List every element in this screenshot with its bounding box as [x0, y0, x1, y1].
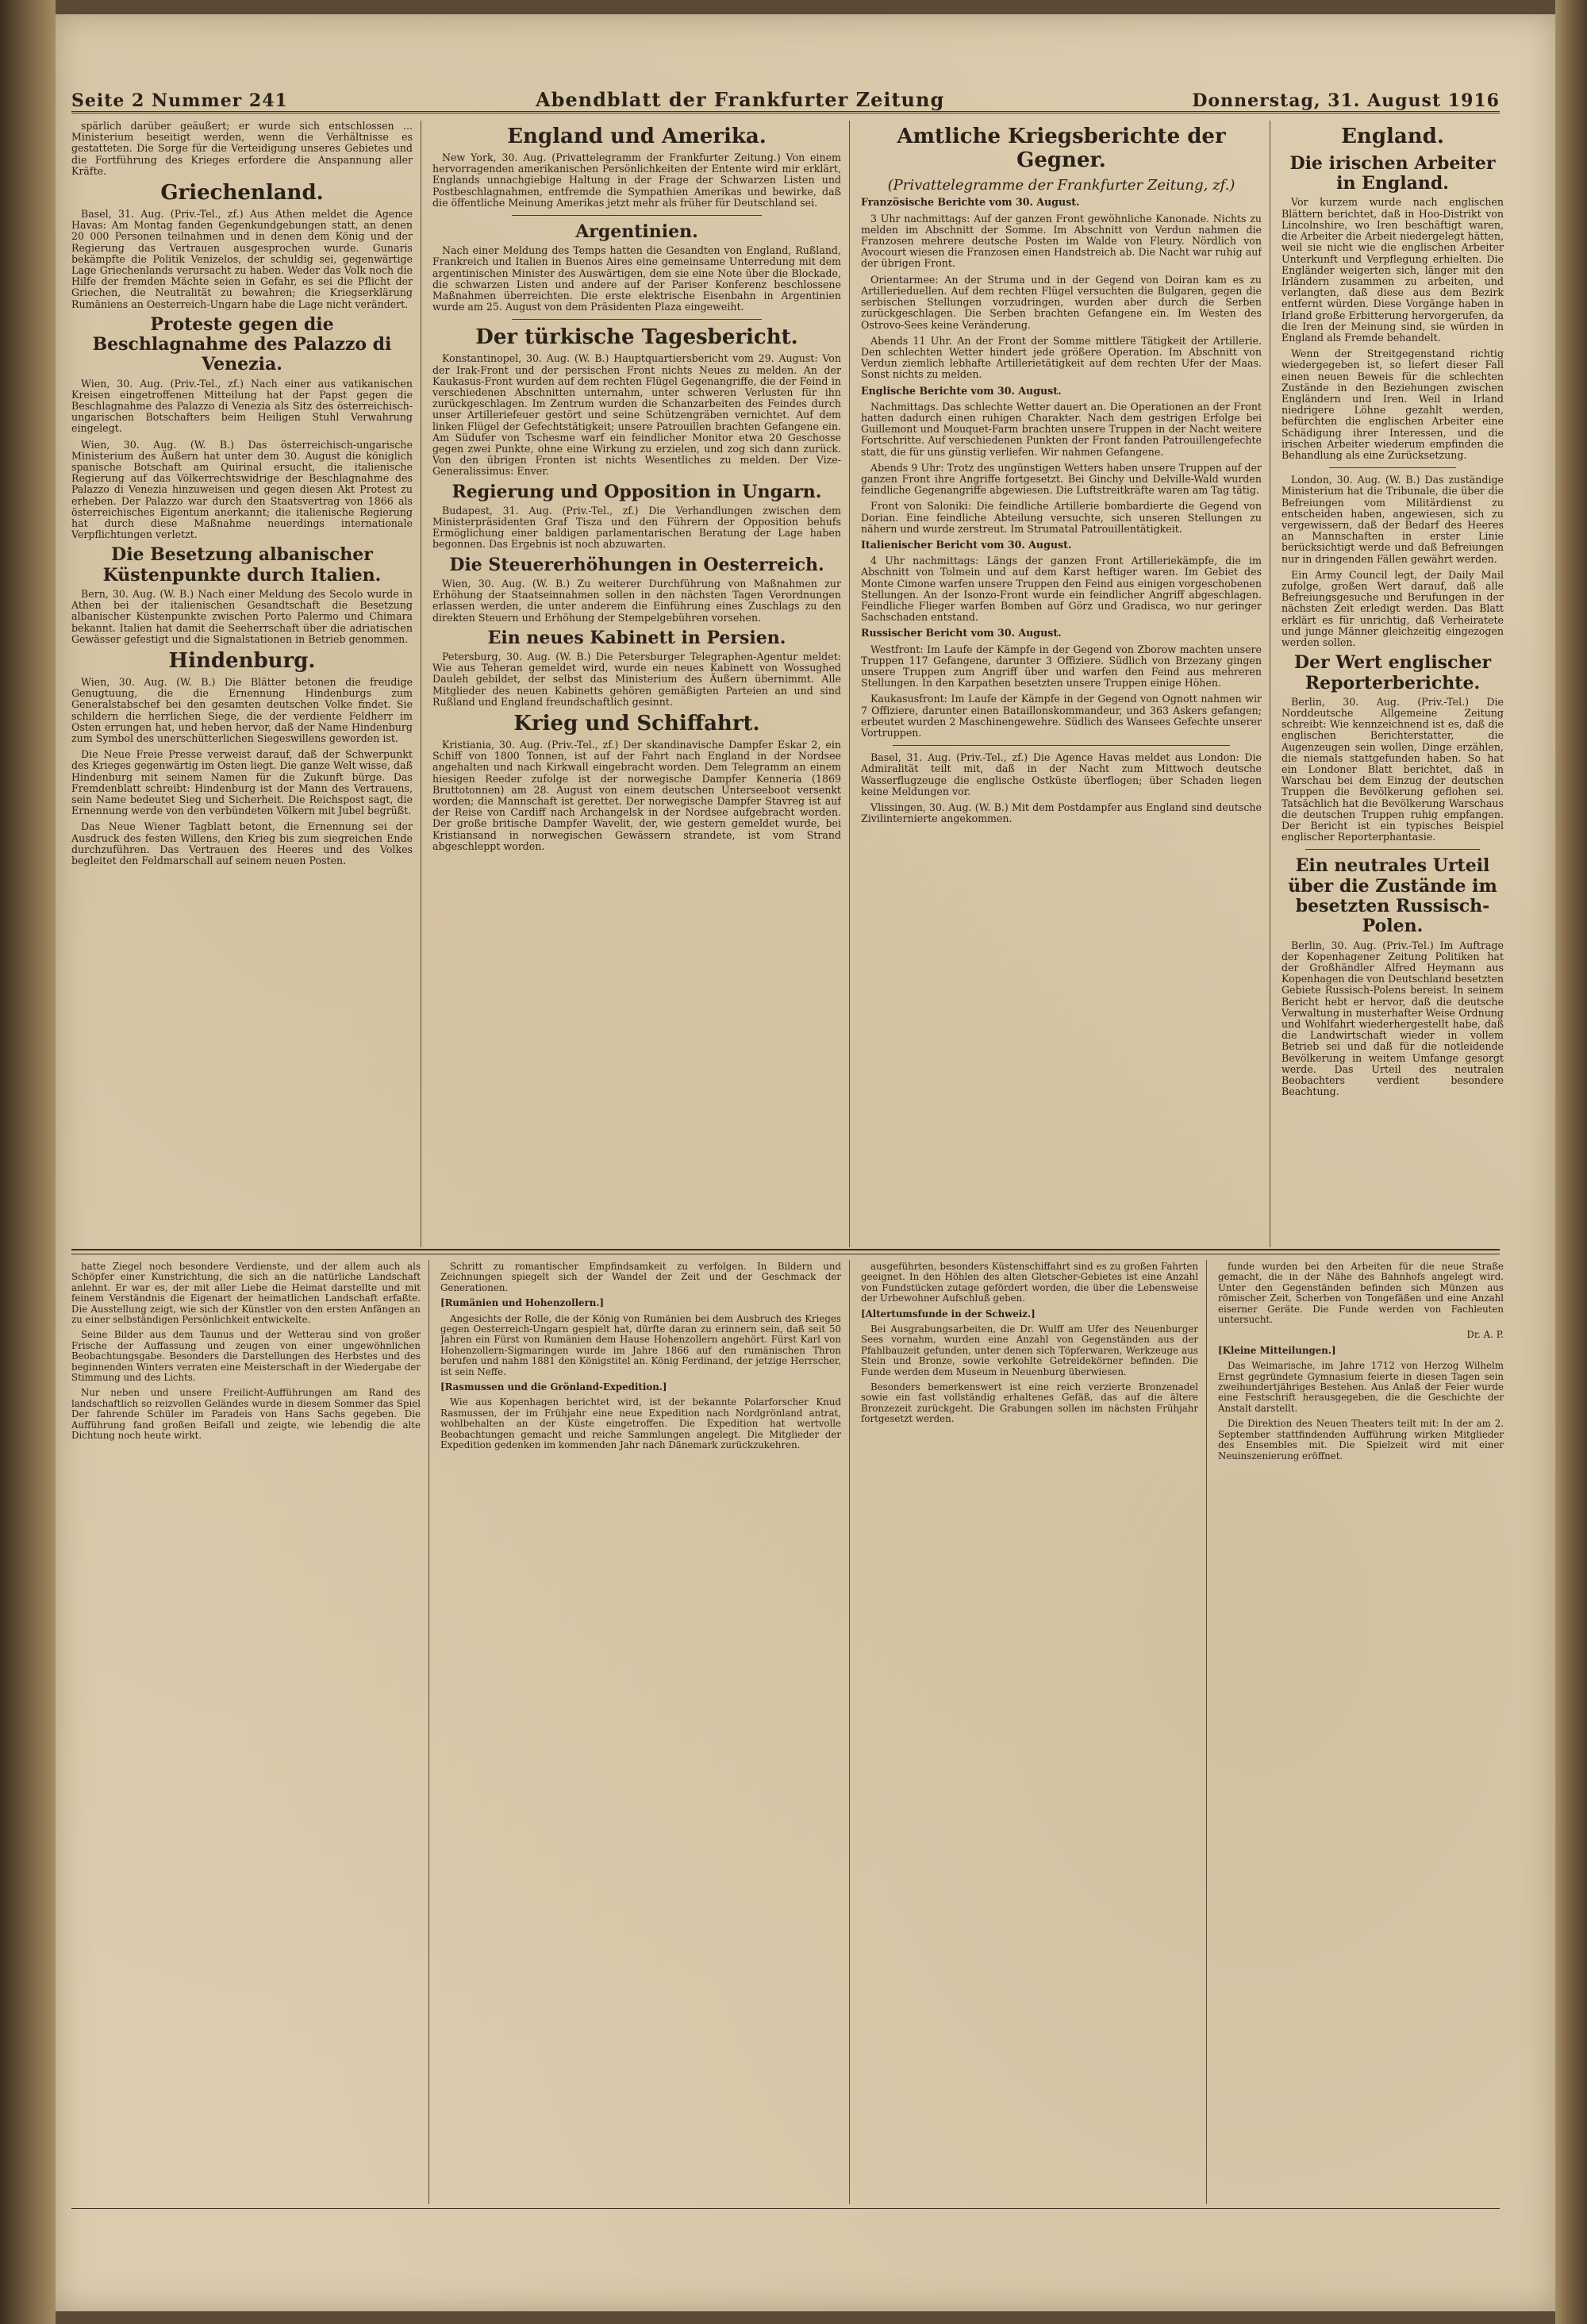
- report-heading: Russischer Bericht vom 30. August.: [861, 627, 1062, 640]
- article-text: Abends 9 Uhr: Trotz des ungünstigen Wetters haben unsere Truppen auf der ganzen Front ihre Angriffe fortgesetzt. Bei Ginchy und Delville-Wald wurden feindliche Gegenangriffe abgewiesen. Die Luftstreitkräfte waren am Tag tätig.: [861, 461, 1262, 497]
- headline-palazzo: Proteste gegen die Beschlagnahme des Palazzo di Venezia.: [92, 313, 392, 375]
- feuilleton-divider: [71, 1249, 1500, 1254]
- article-text: spärlich darüber geäußert; er wurde sich entschlossen ... Ministerium beseitigt werden, wenn die Verhältnisse es gestatteten. Die Sorge für die Verteidigung unseres Gebietes und die Fortführung des Krieges erfordere die Anspannung aller Kräfte.: [71, 121, 413, 177]
- feuilleton-column-4: [1218, 1262, 1504, 2202]
- feuilleton-text: Bei Ausgrabungsarbeiten, die Dr. Wulff am Ufer des Neuenburger Sees vornahm, wurden eine Anzahl von Gegenständen aus der Pfahlbauzeit gefunden, unter denen sich Töpferwaren, Werkzeuge aus Stein und Bronze, sowie verkohlte Getreidekörner befinden. Die Funde werden dem Museum in Neuenburg überwiesen.: [861, 1323, 1198, 1377]
- headline-hungary: Regierung und Opposition in Ungarn.: [452, 481, 822, 502]
- article-text: Berlin, 30. Aug. (Priv.-Tel.) Die Norddeutsche Allgemeine Zeitung schreibt: Wie kennzeichnend ist es, daß die englischen Berichterstatter, die Augenzeugen sein wollen, Dinge erzählen, die niemals stattgefunden haben. So hat ein Londoner Blatt berichtet, daß in Warschau bei dem Einzug der deutschen Truppen die Bevölkerung geflohen sei. Tatsächlich hat die Bevölkerung Warschaus die deutschen Truppen ruhig empfangen. Der Bericht ist ein typisches Beispiel englischer Reporterphantasie.: [1282, 695, 1504, 843]
- feuilleton-text: Schritt zu romantischer Empfindsamkeit zu verfolgen. In Bildern und Zeichnungen spiegelt sich der Wandel der Zeit und der Geschmack der Generationen.: [440, 1262, 841, 1293]
- feuilleton-heading: [Rasmussen und die Grönland-Expedition.]: [440, 1381, 667, 1393]
- feuilleton-column-1: [71, 1262, 421, 2202]
- headline-albania: Die Besetzung albanischer Küstenpunkte durch Italien.: [102, 544, 382, 586]
- separator: [893, 745, 1230, 746]
- article-text: Vlissingen, 30. Aug. (W. B.) Mit dem Postdampfer aus England sind deutsche Zivilinternierte angekommen.: [861, 801, 1262, 825]
- feuilleton-heading: [Kleine Mitteilungen.]: [1218, 1344, 1336, 1356]
- article-text: New York, 30. Aug. (Privattelegramm der Frankfurter Zeitung.) Von einem hervorragenden amerikanischen Persönlichkeiten der Entente wird mir erklärt, Englands unnachgiebige Haltung in der Frage der Schwarzen Listen und Postbeschlagnahmen, entfremde die Sympathien Amerikas und bewirke, daß die öffentliche Meinung Amerikas jetzt mehr als früher für Deutschland sei.: [432, 151, 841, 209]
- feuilleton-text: funde wurden bei den Arbeiten für die neue Straße gemacht, die in der Nähe des Bahnhofs angelegt wird. Unter den Gegenständen befinden sich Münzen aus römischer Zeit, Scherben von Tongefäßen und eine Anzahl eiserner Geräte. Die Funde werden von Fachleuten untersucht.: [1218, 1262, 1504, 1326]
- headline-reporters: Der Wert englischer Reporterberichte.: [1293, 652, 1492, 693]
- article-text: Basel, 31. Aug. (Priv.-Tel., zf.) Aus Athen meldet die Agence Havas: Am Montag fanden Gegenkundgebungen statt, an denen 20 000 Personen teilnahmen und in denen dem König und der Regierung das Vertrauen ausgesprochen wurde. Gunaris bekämpfte die Politik Venizelos, der schuldig sei, gegenwärtige Lage Griechenlands verursacht zu haben. Weder das Volk noch die Hilfe der fremden Mächte seien in Gefahr, es sei die Pflicht der Griechen, die Neutralität zu bewahren; die Kriegserklärung Rumäniens an Oesterreich-Ungarn habe die Lage nicht verändert.: [71, 207, 413, 310]
- feuilleton-text: Seine Bilder aus dem Taunus und der Wetterau sind von großer Frische der Auffassung und zeugen von einer ungewöhnlichen Beobachtungsgabe. Besonders die Darstellungen des Herbstes und des beginnenden Winters verraten eine Meisterschaft in der Wiedergabe der Stimmung und des Lichts.: [71, 1329, 421, 1384]
- column-rule: [428, 1260, 429, 2204]
- article-text: Wien, 30. Aug. (W. B.) Das österreichisch-ungarische Ministerium des Äußern hat unter dem 30. August die königlich spanische Botschaft am Quirinal ersucht, die italienische Regierung auf das Völkerrechtswidrige der Beschlagnahme des Palazzo di Venezia hinzuweisen und gegen diesen Akt Protest zu erheben. Der Palazzo war durch den Staatsvertrag von 1866 als österreichisches Eigentum anerkannt; die italienische Regierung hat durch diese Maßnahme neuerdings internationale Verpflichtungen verletzt.: [71, 438, 413, 541]
- article-text: Nachmittags. Das schlechte Wetter dauert an. Die Operationen an der Front hatten dadurch einen ruhigen Charakter. Nach dem gestrigen Erfolge bei Guillemont und Mouquet-Farm brachten unsere Truppen in der Nacht weitere Fortschritte. Auf verschiedenen Punkten der Front fanden Patrouillengefechte statt, die für uns günstig verliefen. Wir nahmen Gefangene.: [861, 400, 1262, 458]
- feuilleton-text: Angesichts der Rolle, die der König von Rumänien bei dem Ausbruch des Krieges gegen Oesterreich-Ungarn gespielt hat, dürfte daran zu erinnern sein, daß seit 50 Jahren ein Fürst von Rumänien dem Hause Hohenzollern angehört. Fürst Karl von Hohenzollern-Sigmaringen wurde im Jahre 1866 auf den rumänischen Thron berufen und nahm 1881 den Königstitel an. König Ferdinand, der jetzige Herrscher, ist sein Neffe.: [440, 1312, 841, 1377]
- scan-edge-right: [1555, 0, 1587, 2324]
- headline-hindenburg: Hindenburg.: [168, 649, 316, 674]
- headline-england-america: England und Amerika.: [507, 125, 767, 148]
- headline-irish-workers: Die irischen Arbeiter in England.: [1289, 152, 1496, 194]
- column-rule: [849, 1260, 850, 2204]
- feuilleton-text: Das Weimarische, im Jahre 1712 von Herzog Wilhelm Ernst gegründete Gymnasium feierte in diesen Tagen sein zweihundertjähriges Bestehen. Aus Anlaß der Feier wurde eine Festschrift herausgegeben, die die Geschichte der Anstalt darstellt.: [1218, 1360, 1504, 1414]
- article-text: Budapest, 31. Aug. (Priv.-Tel., zf.) Die Verhandlungen zwischen dem Ministerpräsidenten Graf Tisza und den Führern der Opposition behufs Ermöglichung einer baldigen parlamentarischen Beratung der Lage haben begonnen. Das Ergebnis ist noch abzuwarten.: [432, 504, 841, 551]
- article-text: Basel, 31. Aug. (Priv.-Tel., zf.) Die Agence Havas meldet aus London: Die Admiralität teilt mit, daß in der Nacht zum Mittwoch deutsche Wasserflugzeuge die englische Ostküste überflogen; über Schaden liegen keine Meldungen vor.: [861, 751, 1262, 797]
- headline-persia: Ein neues Kabinett in Persien.: [487, 627, 786, 648]
- article-text: Wien, 30. Aug. (W. B.) Die Blätter betonen die freudige Genugtuung, die die Ernennung Hindenburgs zum Generalstabschef bei den gesamten deutschen Volke findet. Sie schildern die herrlichen Siege, die der verdiente Feldherr im Osten errungen hat, und heben hervor, daß der Name Hindenburg zum Symbol des unerschütterlichen Siegeswillens geworden ist.: [71, 675, 413, 744]
- feuilleton-text: Nur neben und unsere Freilicht-Aufführungen am Rand des landschaftlich so reizvollen Geländes wurde in diesem Sommer das Spiel Der fahrende Schüler im Paradeis von Hans Sachs gegeben. Die Aufführung fand großen Beifall und zeigte, wie lebendig die alte Dichtung noch heute wirkt.: [71, 1387, 421, 1442]
- feuilleton-text: Besonders bemerkenswert ist eine reich verzierte Bronzenadel sowie ein fast vollständig erhaltenes Gefäß, das auf die ältere Bronzezeit zurückgeht. Die Grabungen sollen im nächsten Frühjahr fortgesetzt werden.: [861, 1381, 1198, 1425]
- headline-tax: Die Steuererhöhungen in Oesterreich.: [449, 554, 824, 575]
- article-text: Kaukasusfront: Im Laufe der Kämpfe in der Gegend von Ognott nahmen wir 7 Offiziere, darunter einen Bataillonskommandeur, und 363 Askers gefangen; erbeutet wurden 2 Maschinengewehre. Südlich des Wansees Gefechte unserer Vortruppen.: [861, 693, 1262, 739]
- article-text: Ein Army Council legt, der Daily Mail zufolge, großen Wert darauf, daß alle Befreiungsgesuche und Berufungen in der nächsten Zeit erledigt werden. Das Blatt erklärt es für unrichtig, daß Verheiratete und junge Männer gleichzeitig eingezogen werden sollen.: [1282, 568, 1504, 648]
- article-text: Bern, 30. Aug. (W. B.) Nach einer Meldung des Secolo wurde in Athen bei der italienischen Gesandtschaft die Besetzung albanischer Küstenpunkte zwischen Porto Palermo und Chimara bekannt. Italien hat damit die Seeherrschaft über die adriatischen Gewässer gefestigt und die Signalstationen in Betrieb genommen.: [71, 588, 413, 645]
- column-4: [1282, 121, 1504, 1239]
- separator: [512, 215, 762, 216]
- article-text: 4 Uhr nachmittags: Längs der ganzen Front Artilleriekämpfe, die im Abschnitt von Tolmein und auf dem Karst heftiger waren. Im Gebiet des Monte Cimone warfen unsere Truppen den Feind aus einigen vorgeschobenen Stellungen. An der Isonzo-Front wurde ein feindlicher Angriff abgeschlagen. Feindliche Flieger warfen Bomben auf Görz und Gradisca, wo nur geringer Sachschaden entstand.: [861, 555, 1262, 624]
- article-text: Petersburg, 30. Aug. (W. B.) Die Petersburger Telegraphen-Agentur meldet: Wie aus Teheran gemeldet wird, wurde ein neues Kabinett von Wossughed Dauleh gebildet, der selbst das Ministerium des Äußern übernimmt. Alle Mitglieder des neuen Kabinetts gehören gemäßigten Parteien an und sind Rußland und England freundschaftlich gesinnt.: [432, 651, 841, 708]
- article-text: Front von Saloniki: Die feindliche Artillerie bombardierte die Gegend von Dorian. Eine feindliche Abteilung versuchte, sich unseren Stellungen zu nähern und wurde zerstreut. Im Strumatal Patrouillentätigkeit.: [861, 500, 1262, 535]
- column-1: [71, 121, 413, 1239]
- article-text: Wien, 30. Aug. (W. B.) Zu weiterer Durchführung von Maßnahmen zur Erhöhung der Staatseinnahmen sollen in den nächsten Tagen Verordnungen erlassen werden, die unter anderem die Einführung eines Zuschlags zu den direkten Steuern und Erhöhung der Stempelgebühren vorsehen.: [432, 577, 841, 624]
- article-text: Das Neue Wiener Tagblatt betont, die Ernennung sei der Ausdruck des festen Willens, den Krieg bis zum siegreichen Ende durchzuführen. Das Vertrauen des Heeres und des Volkes begleitet den Feldmarschall auf seinem neuen Posten.: [71, 820, 413, 867]
- feuilleton-column-3: [861, 1262, 1198, 2202]
- report-heading: Englische Berichte vom 30. August.: [861, 384, 1062, 397]
- report-heading: Französische Berichte vom 30. August.: [861, 196, 1080, 209]
- headline-poland: Ein neutrales Urteil über die Zustände im besetzten Russisch-Polen.: [1288, 855, 1497, 937]
- article-text: Wien, 30. Aug. (Priv.-Tel., zf.) Nach einer aus vatikanischen Kreisen eingetroffenen Mitteilung hat der Papst gegen die Beschlagnahme des Palazzo di Venezia als Sitz des österreichisch-ungarischen Botschafters beim Heiligen Stuhl Verwahrung eingelegt.: [71, 377, 413, 435]
- article-text: Nach einer Meldung des Temps hatten die Gesandten von England, Rußland, Frankreich und Italien in Buenos Aires eine gemeinsame Unterredung mit dem argentinischen Minister des Auswärtigen, dem sie eine Note über die Blockade, die schwarzen Listen und andere auf der Pariser Konferenz beschlossene Maßnahmen überreichten. Die erste elektrische Eisenbahn in Argentinien wurde am 25. August von dem Präsidenten Plaza eingeweiht.: [432, 244, 841, 313]
- subheadline-source: (Privattelegramme der Frankfurter Zeitung, zf.): [887, 176, 1235, 194]
- feuilleton-heading: [Rumänien und Hohenzollern.]: [440, 1297, 605, 1309]
- feuilleton-text: Wie aus Kopenhagen berichtet wird, ist der bekannte Polarforscher Knud Rasmussen, der im Frühjahr eine neue Expedition nach Nordgrönland antrat, wohlbehalten an der Küste eingetroffen. Die Expedition hat wertvolle Beobachtungen gemacht und reiche Sammlungen angelegt. Die Mitglieder der Expedition gedenken im kommenden Jahr nach Dänemark zurückzukehren.: [440, 1396, 841, 1451]
- feuilleton-column-2: [440, 1262, 841, 2202]
- article-text: London, 30. Aug. (W. B.) Das zuständige Ministerium hat die Tribunale, die über die Befreiungen vom Militärdienst zu entscheiden haben, angewiesen, sich zu vergewissern, daß der Bedarf des Heeres an Mannschaften in erster Linie berücksichtigt werde und daß Befreiungen nur in dringenden Fällen gewährt werden.: [1282, 474, 1504, 565]
- feuilleton-signature: Dr. A. P.: [1466, 1329, 1504, 1341]
- article-text: Konstantinopel, 30. Aug. (W. B.) Hauptquartiersbericht vom 29. August: Von der Irak-Front und der persischen Front nichts Neues zu melden. An der Kaukasus-Front wurden auf dem rechten Flügel Gegenangriffe, die der Feind in verschiedenen Abschnitten unternahm, unter schweren Verlusten für ihn zurückgeschlagen. Im Zentrum wurden die Schanzarbeiten des Feindes durch unser Artilleriefeuer gestört und seine Schützengräben vernichtet. Auf dem linken Flügel der Gefechtstätigkeit; unsere Patrouillen brachten Gefangene ein. Am Südufer von Tschesme warf ein feindlicher Monitor etwa 20 Geschosse gegen zwei Punkte, ohne eine Wirkung zu erzielen, und zog sich dann zurück. Von den übrigen Fronten ist nichts Wesentliches zu melden. Der Vize-Generalissimus: Enver.: [432, 352, 841, 478]
- feuilleton-text: hatte Ziegel noch besondere Verdienste, und der allem auch als Schöpfer einer Kunstrichtung, die sich an die natürliche Landschaft anlehnt. Er war es, der mit aller Liebe die Heimat darstellte und mit feinem Verständnis die Eigenart der heimatlichen Landschaft erfaßte. Die Ausstellung zeigt, wie sich der Künstler von den ersten Anfängen an zu einer selbständigen Persönlichkeit entwickelte.: [71, 1262, 421, 1326]
- report-heading: Italienischer Bericht vom 30. August.: [861, 538, 1072, 551]
- article-text: Kristiania, 30. Aug. (Priv.-Tel., zf.) Der skandinavische Dampfer Eskar 2, ein Schiff von 1800 Tonnen, ist auf der Fahrt nach England in der Nordsee angehalten und nach Kirkwall eingebracht worden. Dem Telegramm an einem hiesigen Reeder zufolge ist der norwegische Dampfer Kenneria (1869 Bruttotonnen) am 28. August von einem deutschen Unterseeboot versenkt worden; die Mannschaft ist gerettet. Der norwegische Dampfer Stavreg ist auf der Reise von Cardiff nach Archangelsk in der Nordsee aufgebracht worden. Der große britische Dampfer Wavelit, der, wie gestern gemeldet wurde, bei Kristiansand in norwegischen Gewässern strandete, ist vom Strand abgeschleppt worden.: [432, 738, 841, 852]
- separator: [1329, 467, 1456, 468]
- headline-england: England.: [1341, 125, 1444, 148]
- column-rule: [849, 121, 850, 1247]
- article-text: Die Neue Freie Presse verweist darauf, daß der Schwerpunkt des Krieges gegenwärtig im Osten liegt. Die ganze Welt wisse, daß Hindenburg mit seinem Namen für die Zukunft bürge. Das Fremdenblatt schreibt: Hindenburg ist der Mann des Vertrauens, sein Name bedeutet Sieg und Sicherheit. Die Reichspost sagt, die Ernennung werde von den verbündeten Völkern mit Jubel begrüßt.: [71, 748, 413, 817]
- headline-shipping: Krieg und Schiffahrt.: [513, 712, 760, 736]
- article-text: Westfront: Im Laufe der Kämpfe in der Gegend von Zborow machten unsere Truppen 117 Gefangene, darunter 3 Offiziere. Südlich von Brzezany gingen unsere Truppen zum Angriff über und warfen den Feind aus mehreren Stellungen. In den Karpathen besetzten unsere Truppen einige Höhen.: [861, 643, 1262, 690]
- separator: [512, 319, 762, 320]
- article-text: Wenn der Streitgegenstand richtig wiedergegeben ist, so liefert dieser Fall einen neuen Beweis für die schlechten Zustände in den Beziehungen zwischen Engländern und Iren. Weil in Irland niedrigere Löhne gezahlt werden, befürchten die englischen Arbeiter eine Schädigung ihrer Interessen, und die irischen Arbeiter wiederum empfinden die Behandlung als eine Zurücksetzung.: [1282, 348, 1504, 461]
- page-number-label: Seite 2 Nummer 241: [71, 90, 288, 111]
- column-2: [432, 121, 841, 1239]
- article-text: Vor kurzem wurde nach englischen Blättern berichtet, daß in Hoo-Distrikt von Lincolnshire, wo Iren beschäftigt waren, die Arbeiter die Arbeit niedergelegt hätten, weil sie nicht wie die englischen Arbeiter Unterkunft und Verpflegung erhielten. Die Engländer weigerten sich, länger mit den Irländern zusammen zu arbeiten, und verlangten, daß diese aus dem Bezirk entfernt würden. Diese Vorgänge haben in Irland große Erbitterung hervorgerufen, da die Iren der Meinung sind, sie würden in England als Fremde behandelt.: [1282, 196, 1504, 344]
- issue-date: Donnerstag, 31. August 1916: [1192, 90, 1500, 111]
- newspaper-title: Abendblatt der Frankfurter Zeitung: [535, 88, 945, 111]
- headline-enemy-reports: Amtliche Kriegsberichte der Gegner.: [897, 125, 1226, 172]
- article-text: Orientarmee: An der Struma und in der Gegend von Doiran kam es zu Artillerieduellen. Auf dem rechten Flügel versuchten die Bulgaren, gegen die serbischen Stellungen vorzudringen, wurden aber durch die Serben zurückgeschlagen. Die Serben brachten Gefangene ein. Im Westen des Ostrovo-Sees keine Veränderung.: [861, 273, 1262, 331]
- feuilleton-text: ausgeführten, besonders Küstenschiffahrt sind es zu großen Fahrten geeignet. In den Höhlen des alten Gletscher-Gebietes ist eine Anzahl von Fundstücken zutage gefördert worden, die über die Lebensweise der Urbewohner Aufschluß geben.: [861, 1262, 1198, 1304]
- scan-binding-edge-left: [0, 0, 56, 2324]
- feuilleton-heading: [Altertumsfunde in der Schweiz.]: [861, 1308, 1036, 1319]
- article-text: 3 Uhr nachmittags: Auf der ganzen Front gewöhnliche Kanonade. Nichts zu melden im Abschnitt der Somme. Im Abschnitt von Verdun nahmen die Franzosen mehrere deutsche Posten im Walde von Fleury. Nördlich von Avocourt wiesen die Franzosen einen Handstreich ab. Die Nacht war ruhig auf der übrigen Front.: [861, 212, 1262, 270]
- headline-turkish-report: Der türkische Tagesbericht.: [475, 325, 798, 350]
- article-text: Berlin, 30. Aug. (Priv.-Tel.) Im Auftrage der Kopenhagener Zeitung Politiken hat der Großhändler Alfred Heymann aus Kopenhagen die von Deutschland besetzten Gebiete Russisch-Polens bereist. In seinem Bericht hebt er hervor, daß die deutsche Verwaltung in musterhafter Weise Ordnung und Wohlfahrt wiederhergestellt habe, daß die Landwirtschaft wieder in vollem Betrieb sei und daß für die notleidende Bevölkerung in weitem Umfange gesorgt werde. Das Urteil des neutralen Beobachters verdient besondere Beachtung.: [1282, 939, 1504, 1098]
- separator: [1305, 849, 1480, 850]
- bottom-rule: [71, 2208, 1500, 2209]
- headline-greece: Griechenland.: [160, 181, 324, 206]
- headline-argentina: Argentinien.: [575, 221, 698, 242]
- column-rule: [1206, 1260, 1207, 2204]
- masthead: [71, 79, 1500, 113]
- article-text: Abends 11 Uhr. An der Front der Somme mittlere Tätigkeit der Artillerie. Den schlechten Wetter hindert jede größere Operation. Im Abschnitt von Verdun ziemlich lebhafte Artillerietätigkeit auf dem rechten Ufer der Maas. Sonst nichts zu melden.: [861, 334, 1262, 381]
- feuilleton-text: Die Direktion des Neuen Theaters teilt mit: In der am 2. September stattfindenden Aufführung wirken Mitglieder des Ensembles mit. Die Spielzeit wird mit einer Neuinszenierung eröffnet.: [1218, 1418, 1504, 1462]
- column-3: [861, 121, 1262, 1239]
